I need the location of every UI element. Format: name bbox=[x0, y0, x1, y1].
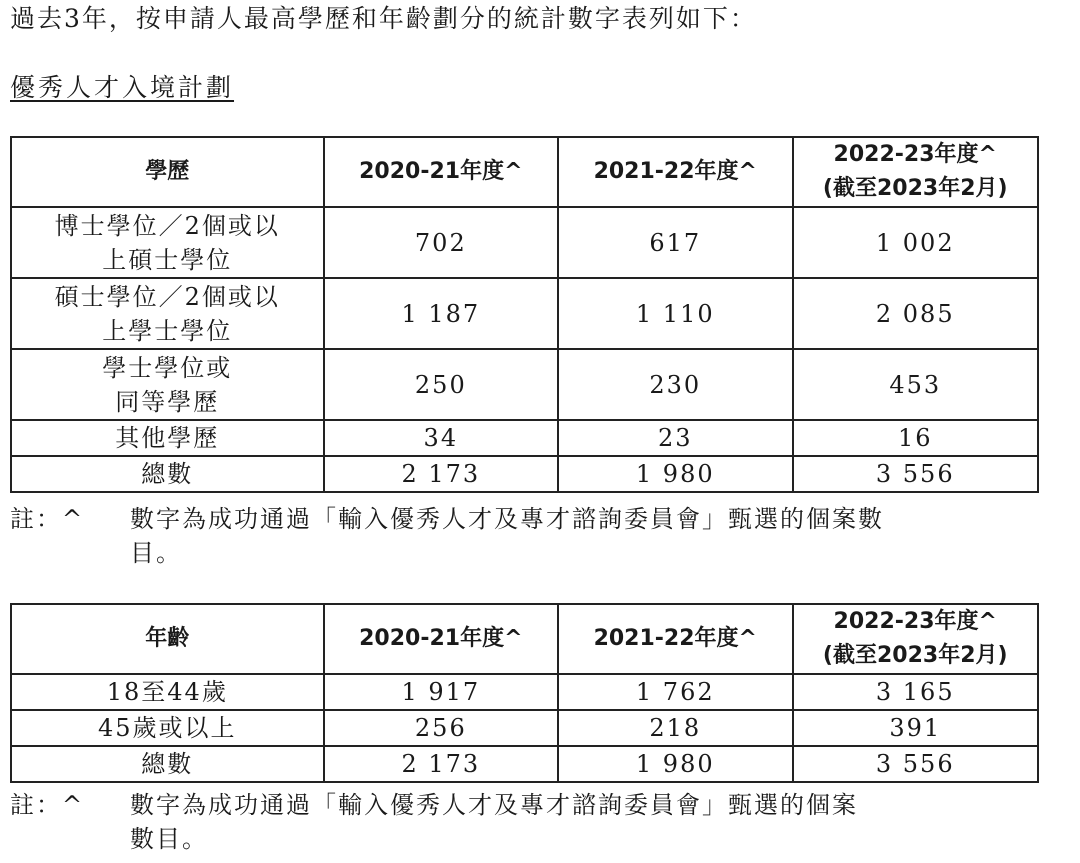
row-label-line: 同等學歷 bbox=[115, 387, 220, 416]
header-2022-23 bbox=[793, 604, 1039, 674]
row-label-line: 上碩士學位 bbox=[102, 245, 233, 274]
row-label bbox=[11, 278, 324, 349]
table-cell: 1 917 bbox=[324, 674, 558, 710]
table-cell: 16 bbox=[793, 420, 1039, 456]
header-2022-23-line1: 2022-23年度^ bbox=[833, 609, 997, 634]
row-label bbox=[11, 349, 324, 420]
table-cell: 3 556 bbox=[793, 746, 1039, 782]
table-row bbox=[11, 420, 1038, 456]
total-row bbox=[11, 456, 1038, 492]
header-age: 年齡 bbox=[11, 604, 324, 674]
row-label-line: 博士學位／2個或以 bbox=[54, 211, 280, 240]
footnote-text bbox=[130, 788, 858, 856]
row-label: 45歲或以上 bbox=[11, 710, 324, 746]
table-cell: 256 bbox=[324, 710, 558, 746]
table-cell: 2 173 bbox=[324, 746, 558, 782]
header-2022-23-line2: (截至2023年2月) bbox=[822, 176, 1008, 201]
header-education: 學歷 bbox=[11, 137, 324, 207]
table-cell: 230 bbox=[558, 349, 792, 420]
header-2021-22: 2021-22年度^ bbox=[558, 604, 792, 674]
header-2021-22: 2021-22年度^ bbox=[558, 137, 792, 207]
footnote-line: 目。 bbox=[130, 539, 182, 567]
table-cell: 23 bbox=[558, 420, 792, 456]
table-row bbox=[11, 674, 1038, 710]
age-table bbox=[10, 603, 1039, 783]
header-2022-23-line2: (截至2023年2月) bbox=[822, 643, 1008, 668]
header-2020-21: 2020-21年度^ bbox=[324, 604, 558, 674]
footnote-line: 數目。 bbox=[130, 825, 208, 853]
table-cell: 1 980 bbox=[558, 456, 792, 492]
total-row bbox=[11, 746, 1038, 782]
table-cell: 1 187 bbox=[324, 278, 558, 349]
table-cell: 1 980 bbox=[558, 746, 792, 782]
footnote-mark: 註：^ bbox=[10, 791, 85, 819]
table-row bbox=[11, 278, 1038, 349]
header-2022-23 bbox=[793, 137, 1039, 207]
table-cell: 1 110 bbox=[558, 278, 792, 349]
row-label-line: 學士學位或 bbox=[102, 353, 233, 382]
row-label: 總數 bbox=[11, 746, 324, 782]
intro-text: 過去3年，按申請人最高學歷和年齡劃分的統計數字表列如下： bbox=[10, 4, 757, 33]
table-cell: 3 165 bbox=[793, 674, 1039, 710]
row-label: 總數 bbox=[11, 456, 324, 492]
row-label: 18至44歲 bbox=[11, 674, 324, 710]
table-cell: 2 085 bbox=[793, 278, 1039, 349]
education-table bbox=[10, 136, 1039, 493]
table-row bbox=[11, 349, 1038, 420]
table-cell: 1 762 bbox=[558, 674, 792, 710]
table-cell: 34 bbox=[324, 420, 558, 456]
table-header-row bbox=[11, 604, 1038, 674]
table-header-row bbox=[11, 137, 1038, 207]
row-label-line: 碩士學位／2個或以 bbox=[54, 282, 280, 311]
table-row bbox=[11, 207, 1038, 278]
table-cell: 617 bbox=[558, 207, 792, 278]
footnote-line: 數字為成功通過「輸入優秀人才及專才諮詢委員會」甄選的個案 bbox=[130, 791, 858, 819]
footnote-line: 數字為成功通過「輸入優秀人才及專才諮詢委員會」甄選的個案數 bbox=[130, 505, 884, 533]
table-cell: 702 bbox=[324, 207, 558, 278]
footnote-mark: 註：^ bbox=[10, 505, 85, 533]
table-row bbox=[11, 710, 1038, 746]
row-label-line: 上學士學位 bbox=[102, 316, 233, 345]
table-cell: 391 bbox=[793, 710, 1039, 746]
header-2022-23-line1: 2022-23年度^ bbox=[833, 142, 997, 167]
table-cell: 218 bbox=[558, 710, 792, 746]
table-cell: 453 bbox=[793, 349, 1039, 420]
table-cell: 250 bbox=[324, 349, 558, 420]
table-cell: 1 002 bbox=[793, 207, 1039, 278]
row-label bbox=[11, 207, 324, 278]
header-2020-21: 2020-21年度^ bbox=[324, 137, 558, 207]
section-title: 優秀人才入境計劃 bbox=[10, 73, 235, 102]
table-cell: 3 556 bbox=[793, 456, 1039, 492]
footnote-text bbox=[130, 502, 884, 570]
table-cell: 2 173 bbox=[324, 456, 558, 492]
row-label: 其他學歷 bbox=[11, 420, 324, 456]
